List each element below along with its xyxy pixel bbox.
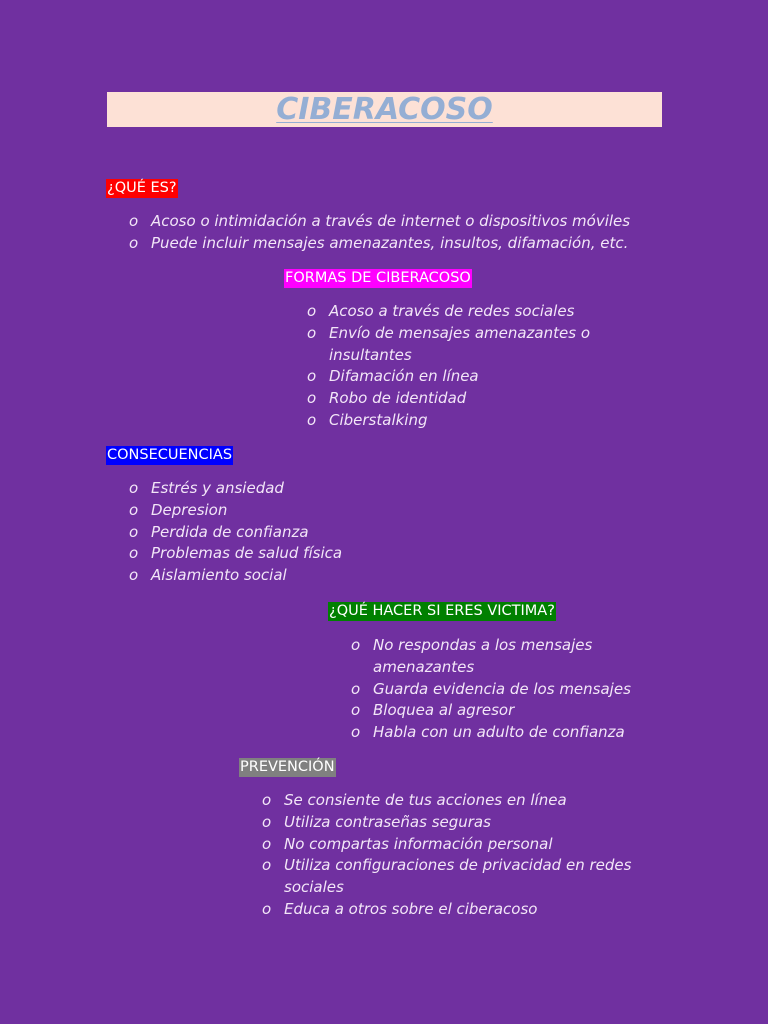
bullet-icon: o (307, 389, 317, 408)
list-item-text: Utiliza contraseñas seguras (284, 812, 491, 831)
list-item-text: Habla con un adulto de confianza (373, 723, 625, 742)
list-item-text: Difamación en línea (329, 367, 479, 386)
list-item-text: Envío de mensajes amenazantes o insultantes (329, 323, 590, 364)
bullet-icon: o (351, 723, 361, 742)
section-heading-que-es: ¿QUÉ ES? (107, 180, 177, 196)
bullet-icon: o (262, 791, 272, 809)
list-item-text: Guarda evidencia de los mensajes (373, 679, 631, 698)
bullet-icon: o (129, 212, 139, 230)
list-item (129, 478, 659, 500)
list-item (351, 635, 661, 679)
list-item (307, 366, 637, 388)
bullet-icon: o (129, 522, 139, 541)
list-item-text: Perdida de confianza (151, 522, 309, 541)
list-item (307, 388, 637, 410)
list-item-text: Depresion (151, 500, 228, 519)
list-item (129, 543, 659, 565)
section-heading-prevencion: PREVENCIÓN (240, 759, 335, 775)
list-item (262, 834, 662, 856)
list-item-text: Se consiente de tus acciones en línea (284, 791, 567, 809)
list-item (262, 790, 662, 812)
section-list-prevencion (262, 790, 662, 921)
bullet-icon: o (307, 410, 317, 429)
list-item (351, 722, 661, 744)
list-item-text: Utiliza configuraciones de privacidad en redes sociales (284, 856, 632, 897)
section-list-que-hacer (351, 635, 661, 744)
bullet-icon: o (307, 302, 317, 320)
section-heading-que-hacer: ¿QUÉ HACER SI ERES VICTIMA? (329, 603, 555, 619)
list-item (307, 323, 637, 367)
bullet-icon: o (129, 566, 139, 585)
bullet-icon: o (129, 500, 139, 519)
section-list-que-es (129, 211, 659, 255)
list-item-text: No compartas información personal (284, 834, 553, 853)
list-item (351, 700, 661, 722)
bullet-icon: o (262, 812, 272, 831)
section-list-formas (307, 301, 637, 432)
list-item-text: Problemas de salud física (151, 544, 343, 563)
bullet-icon: o (351, 701, 361, 720)
list-item-text: Robo de identidad (329, 389, 467, 408)
bullet-icon: o (307, 323, 317, 342)
list-item (129, 211, 659, 233)
bullet-icon: o (351, 679, 361, 698)
bullet-icon: o (262, 834, 272, 853)
bullet-icon: o (351, 636, 361, 654)
section-list-consecuencias (129, 478, 659, 587)
bullet-icon: o (262, 856, 272, 875)
list-item-text: Aislamiento social (151, 566, 287, 585)
bullet-icon: o (262, 899, 272, 918)
list-item-text: Bloquea al agresor (373, 701, 515, 720)
list-item (129, 500, 659, 522)
bullet-icon: o (307, 367, 317, 386)
list-item-text: Puede incluir mensajes amenazantes, insultos, difamación, etc. (151, 233, 629, 252)
section-heading-consecuencias: CONSECUENCIAS (107, 447, 233, 463)
list-item (129, 565, 659, 587)
list-item (307, 410, 637, 432)
document-title: CIBERACOSO (276, 92, 493, 127)
list-item (262, 899, 662, 921)
list-item-text: No respondas a los mensajes amenazantes (373, 636, 593, 676)
list-item-text: Educa a otros sobre el ciberacoso (284, 899, 538, 918)
list-item (129, 233, 659, 255)
list-item (262, 855, 662, 899)
section-heading-formas: FORMAS DE CIBERACOSO (285, 270, 471, 286)
list-item-text: Acoso o intimidación a través de internet o dispositivos móviles (151, 212, 631, 230)
bullet-icon: o (129, 544, 139, 563)
list-item-text: Estrés y ansiedad (151, 479, 284, 497)
list-item (129, 522, 659, 544)
title-bar (107, 92, 662, 127)
bullet-icon: o (129, 233, 139, 252)
list-item-text: Acoso a través de redes sociales (329, 302, 575, 320)
list-item (351, 679, 661, 701)
list-item (262, 812, 662, 834)
list-item-text: Ciberstalking (329, 410, 428, 429)
list-item (307, 301, 637, 323)
bullet-icon: o (129, 479, 139, 497)
